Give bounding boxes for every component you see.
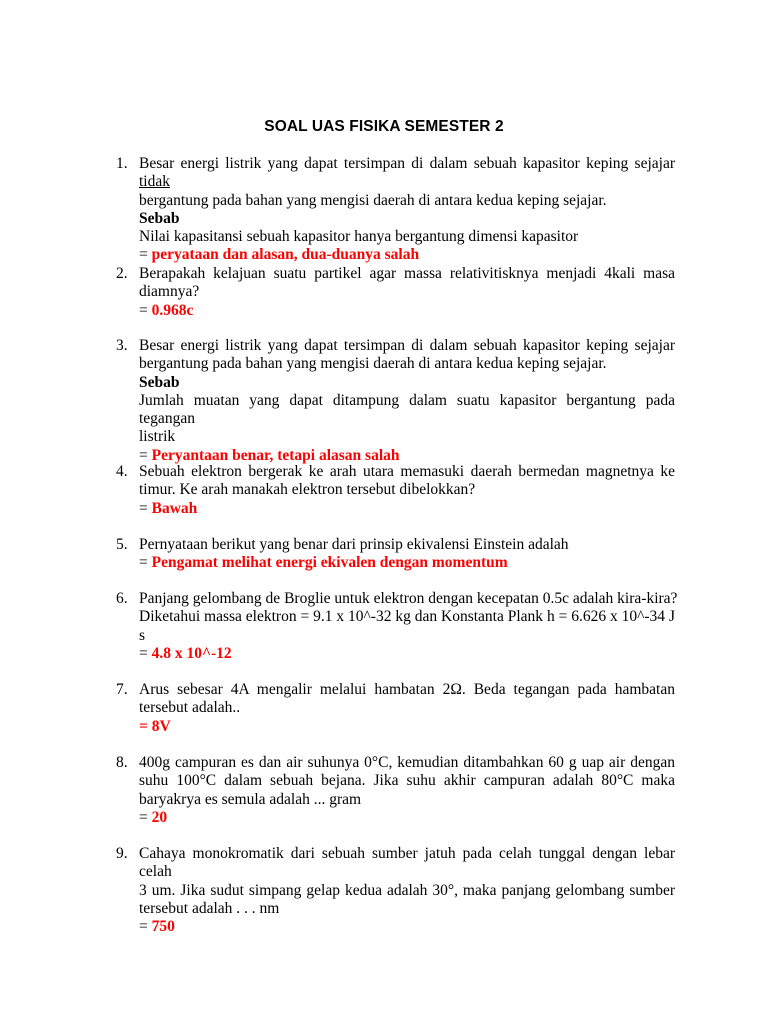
question-number: 1.: [116, 155, 128, 172]
question-text-line: timur. Ke arah manakah elektron tersebut dibelokkan?: [139, 481, 476, 499]
answer-line: [139, 500, 675, 518]
answer-text: Peryantaan benar, tetapi alasan salah: [151, 446, 400, 464]
answer-line: [139, 554, 675, 572]
question-text-line: Panjang gelombang de Broglie untuk elektron dengan kecepatan 0.5c adalah kira-kira?: [139, 590, 678, 607]
question-number: 8.: [116, 754, 128, 771]
equals-prefix: =: [139, 246, 152, 264]
question-text-line: 400g campuran es dan air suhunya 0°C, kemudian ditambahkan 60 g uap air dengan: [139, 754, 675, 771]
answer-line: [139, 302, 675, 320]
question-text: Besar energi listrik yang dapat tersimpan di dalam sebuah kapasitor keping sejajar: [139, 155, 675, 172]
question-text-line: s: [139, 626, 146, 644]
equals-prefix: =: [139, 918, 152, 936]
equals-prefix: =: [139, 446, 152, 464]
sebab-label: Sebab: [139, 373, 180, 391]
question-number: 2.: [116, 265, 128, 282]
reason-text: listrik: [139, 428, 176, 446]
question-text-line: tersebut adalah..: [139, 699, 241, 717]
equals-prefix: =: [139, 499, 152, 517]
question-text-line: bergantung pada bahan yang mengisi daerah di antara kedua keping sejajar.: [139, 355, 607, 373]
answer-text: 750: [151, 918, 175, 936]
answer-text: 4.8 x 10^-12: [151, 644, 232, 662]
answer-line: [139, 645, 675, 663]
equals-prefix: =: [139, 644, 152, 662]
answer-text: 0.968c: [151, 301, 194, 319]
answer-text: Bawah: [151, 499, 198, 517]
question-text-line: [139, 155, 675, 192]
question-number: 5.: [116, 536, 128, 553]
question-number: 6.: [116, 590, 128, 607]
question-text-line: Sebuah elektron bergerak ke arah utara memasuki daerah bermedan magnetnya ke: [139, 463, 675, 480]
answer-text: 20: [151, 808, 168, 826]
reason-text: Nilai kapasitansi sebuah kapasitor hanya bergantung dimensi kapasitor: [139, 228, 579, 246]
answer-line: [139, 246, 675, 264]
question-number: 7.: [116, 681, 128, 698]
answer-text: = 8V: [139, 717, 171, 735]
answer-text: peryataan dan alasan, dua-duanya salah: [151, 246, 420, 264]
sebab-label: Sebab: [139, 209, 180, 227]
question-number: 3.: [116, 337, 128, 354]
question-number: 4.: [116, 463, 128, 480]
question-number: 9.: [116, 845, 128, 862]
answer-text: Pengamat melihat energi ekivalen dengan momentum: [151, 554, 508, 572]
question-text-line: baryakrya es semula adalah ... gram: [139, 790, 362, 808]
question-text-line: Berapakah kelajuan suatu partikel agar massa relativitisknya menjadi 4kali masa: [139, 265, 675, 282]
reason-text: Jumlah muatan yang dapat ditampung dalam suatu kapasitor bergantung pada tegangan: [139, 391, 675, 428]
question-text-line: 3 um. Jika sudut simpang gelap kedua adalah 30°, maka panjang gelombang sumber: [139, 881, 675, 899]
equals-prefix: =: [139, 301, 152, 319]
question-text-line: diamnya?: [139, 283, 200, 301]
question-text-line: Arus sebesar 4A mengalir melalui hambatan 2Ω. Beda tegangan pada hambatan: [139, 681, 675, 698]
question-text-line: suhu 100°C dalam sebuah bejana. Jika suhu akhir campuran adalah 80°C maka: [139, 772, 675, 790]
answer-line: [139, 918, 675, 936]
question-text-line: tersebut adalah . . . nm: [139, 899, 280, 917]
answer-line: [139, 809, 675, 827]
equals-prefix: =: [139, 554, 152, 572]
question-text-line: Pernyataan berikut yang benar dari prinsip ekivalensi Einstein adalah: [139, 536, 569, 553]
question-text-line: bergantung pada bahan yang mengisi daerah di antara kedua keping sejajar.: [139, 191, 607, 209]
equals-prefix: =: [139, 808, 152, 826]
question-text-line: Diketahui massa elektron = 9.1 x 10^-32 kg dan Konstanta Plank h = 6.626 x 10^-34 J: [139, 608, 675, 626]
question-text-line: Besar energi listrik yang dapat tersimpan di dalam sebuah kapasitor keping sejajar: [139, 337, 675, 354]
question-text-line: Cahaya monokromatik dari sebuah sumber jatuh pada celah tunggal dengan lebar celah: [139, 845, 675, 881]
underlined-word: tidak: [139, 173, 170, 191]
document-title: SOAL UAS FISIKA SEMESTER 2: [264, 118, 504, 135]
